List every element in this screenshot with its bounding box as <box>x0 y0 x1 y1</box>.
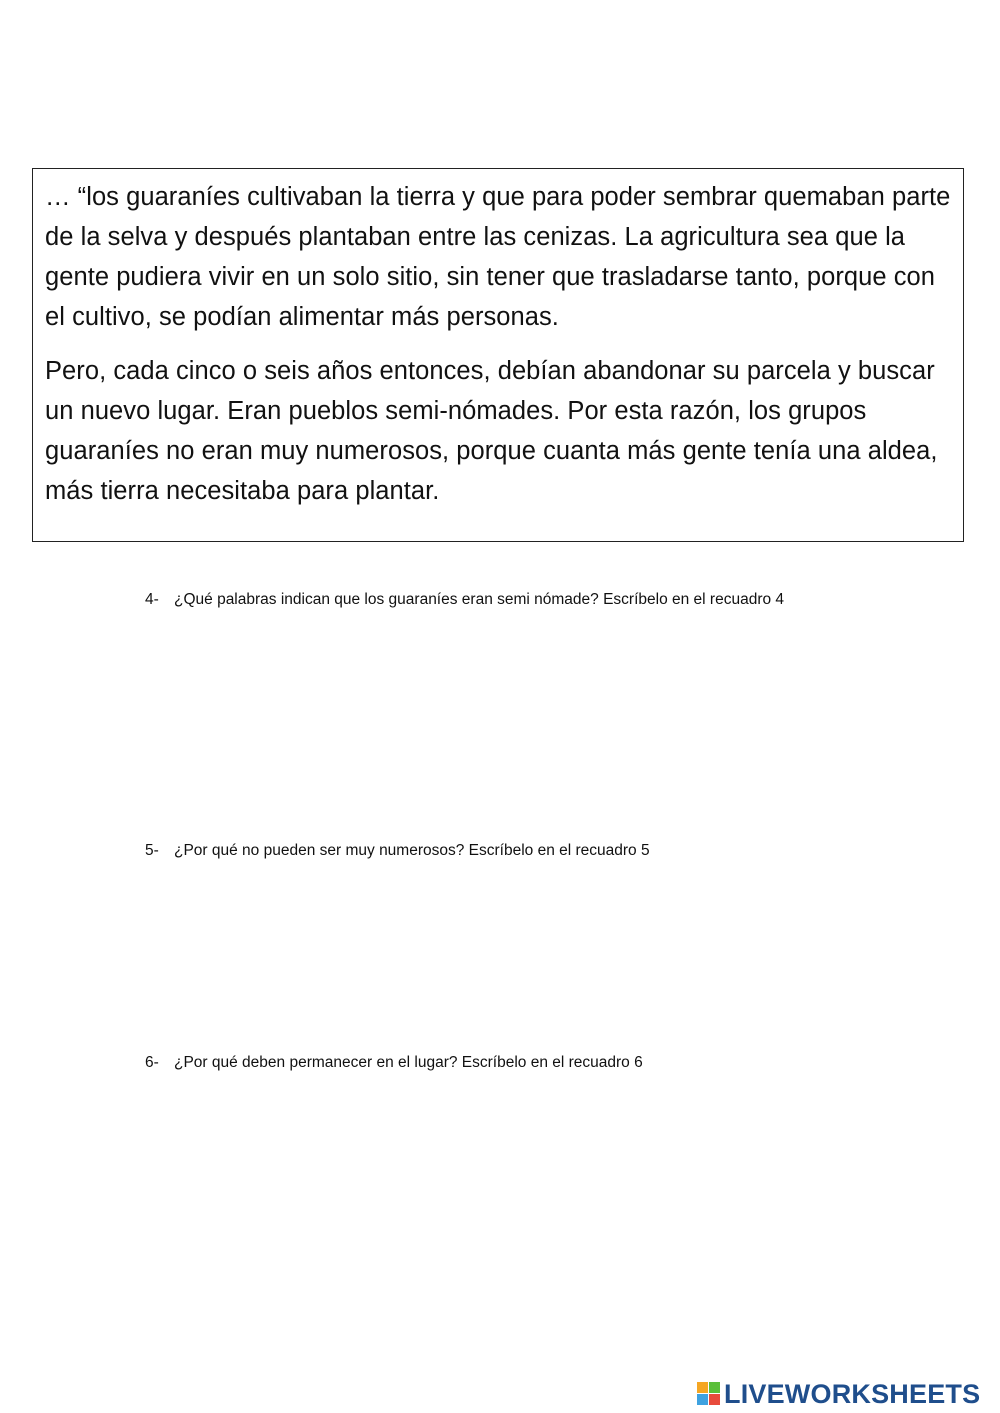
liveworksheets-logo <box>697 1378 980 1410</box>
reading-paragraph-1: … “los guaraníes cultivaban la tierra y que para poder sembrar quemaban parte de la selva y después plantaban entre las cenizas. La agricultura sea que la gente pudiera vivir en un solo sitio, sin tener que trasladarse tanto, porque con el cultivo, se podían alimentar más personas. <box>45 183 951 331</box>
question-4-text: ¿Qué palabras indican que los guaraníes eran semi nómade? Escríbelo en el recuadro 4 <box>174 591 785 608</box>
reading-paragraph-2: Pero, cada cinco o seis años entonces, debían abandonar su parcela y buscar un nuevo lugar. Eran pueblos semi-nómades. Por esta razón, los grupos guaraníes no eran muy numerosos, porque cuanta más gente tenía una aldea, más tierra necesitaba para plantar. <box>45 357 938 505</box>
logo-text: LIVEWORKSHEETS <box>724 1379 981 1409</box>
question-6-text: ¿Por qué deben permanecer en el lugar? Escríbelo en el recuadro 6 <box>174 1054 643 1071</box>
question-5-text: ¿Por qué no pueden ser muy numerosos? Escríbelo en el recuadro 5 <box>174 842 650 859</box>
liveworksheets-logo-icon <box>697 1382 721 1406</box>
question-4 <box>145 590 784 610</box>
question-4-number: 4- <box>145 591 159 608</box>
question-6-number: 6- <box>145 1054 159 1071</box>
question-5 <box>145 841 650 861</box>
reading-passage-box <box>32 168 964 542</box>
question-6 <box>145 1053 643 1073</box>
question-5-number: 5- <box>145 842 159 859</box>
